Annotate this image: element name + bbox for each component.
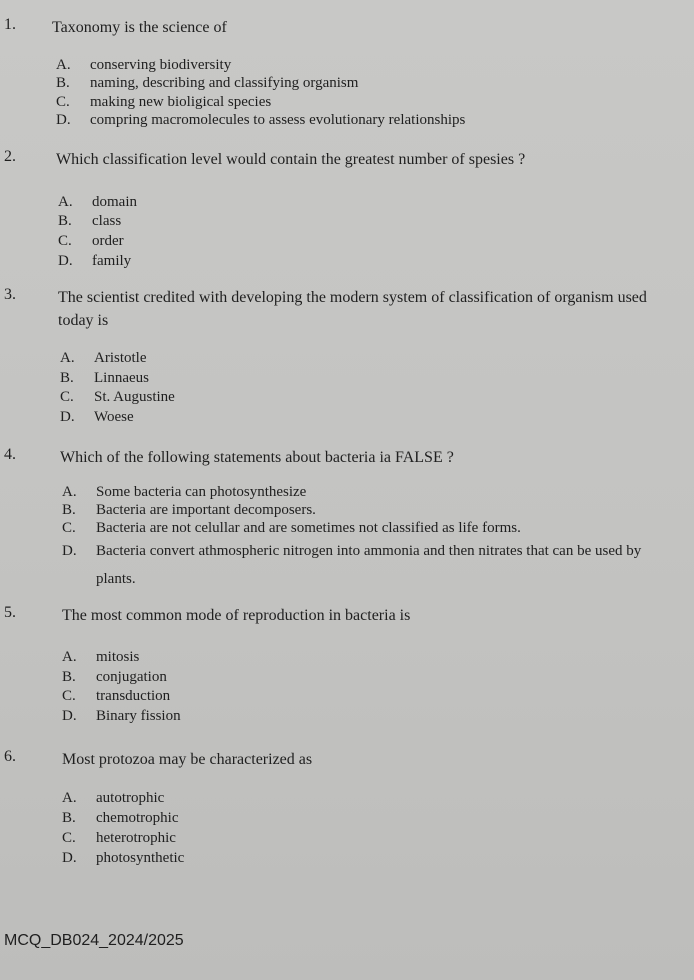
- option-d[interactable]: [58, 252, 131, 270]
- option-b[interactable]: [62, 668, 167, 686]
- option-text: order: [92, 233, 124, 249]
- option-letter: A.: [62, 484, 77, 500]
- option-text: heterotrophic: [96, 830, 176, 846]
- option-d[interactable]: [62, 707, 181, 725]
- option-letter: D.: [62, 708, 77, 724]
- option-text: photosynthetic: [96, 850, 185, 866]
- option-letter: C.: [56, 94, 70, 110]
- option-c[interactable]: [60, 388, 175, 406]
- option-letter: D.: [62, 543, 77, 559]
- option-text: Some bacteria can photosynthesize: [96, 484, 307, 500]
- option-d[interactable]: [56, 111, 465, 129]
- option-letter: C.: [62, 520, 76, 536]
- option-text: chemotrophic: [96, 810, 179, 826]
- option-text: Aristotle: [94, 350, 147, 366]
- option-a[interactable]: [62, 483, 306, 501]
- option-text: Binary fission: [96, 708, 181, 724]
- option-b[interactable]: [56, 74, 358, 92]
- question-text: Which classification level would contain the greatest number of spesies ?: [56, 151, 526, 168]
- question-text: The scientist credited with developing the modern system of classification of organism used today is: [58, 289, 647, 329]
- option-text: class: [92, 213, 122, 229]
- question-number: 6.: [4, 748, 16, 765]
- option-c[interactable]: [56, 93, 271, 111]
- option-a[interactable]: [62, 789, 164, 807]
- option-letter: B.: [60, 370, 74, 386]
- option-text: conserving biodiversity: [90, 57, 232, 73]
- option-text: domain: [92, 194, 137, 210]
- option-text: autotrophic: [96, 790, 165, 806]
- option-text: Linnaeus: [94, 370, 149, 386]
- option-text: making new bioligical species: [90, 94, 272, 110]
- option-text: family: [92, 253, 132, 269]
- option-a[interactable]: [60, 349, 147, 367]
- option-letter: B.: [62, 669, 76, 685]
- option-c[interactable]: [58, 232, 124, 250]
- option-letter: C.: [62, 688, 76, 704]
- option-text: Bacteria convert athmospheric nitrogen into ammonia and then nitrates that can be used by plants.: [96, 543, 642, 587]
- question-number: 5.: [4, 604, 16, 621]
- option-d[interactable]: [62, 849, 184, 867]
- option-a[interactable]: [58, 193, 137, 211]
- option-letter: A.: [62, 790, 77, 806]
- option-letter: C.: [60, 389, 74, 405]
- option-letter: A.: [60, 350, 75, 366]
- option-text: St. Augustine: [94, 389, 175, 405]
- option-b[interactable]: [58, 212, 121, 230]
- option-text: Woese: [94, 409, 134, 425]
- option-letter: A.: [56, 57, 71, 73]
- option-a[interactable]: [62, 648, 139, 666]
- document-code: MCQ_DB024_2024/2025: [4, 932, 184, 949]
- question-number: 4.: [4, 446, 16, 463]
- option-letter: D.: [60, 409, 75, 425]
- option-b[interactable]: [60, 369, 149, 387]
- option-d[interactable]: [60, 408, 134, 426]
- option-letter: D.: [62, 850, 77, 866]
- option-letter: C.: [58, 233, 72, 249]
- option-text: compring macromolecules to assess evolutionary relationships: [90, 112, 466, 128]
- question-number: 3.: [4, 286, 16, 303]
- question-text: Which of the following statements about bacteria ia FALSE ?: [60, 449, 454, 466]
- option-letter: A.: [58, 194, 73, 210]
- option-text: mitosis: [96, 649, 140, 665]
- question-text: The most common mode of reproduction in bacteria is: [62, 607, 411, 624]
- option-c[interactable]: [62, 687, 170, 705]
- option-b[interactable]: [62, 809, 178, 827]
- option-letter: A.: [62, 649, 77, 665]
- option-text: transduction: [96, 688, 171, 704]
- option-letter: B.: [62, 502, 76, 518]
- option-text: conjugation: [96, 669, 167, 685]
- option-text: Bacteria are important decomposers.: [96, 502, 316, 518]
- option-letter: C.: [62, 830, 76, 846]
- option-letter: D.: [58, 253, 73, 269]
- option-letter: D.: [56, 112, 71, 128]
- option-text: naming, describing and classifying organism: [90, 75, 359, 91]
- question-text: Most protozoa may be characterized as: [62, 751, 313, 768]
- option-d[interactable]: [62, 537, 678, 593]
- question-number: 1.: [4, 16, 16, 33]
- option-b[interactable]: [62, 501, 316, 519]
- option-a[interactable]: [56, 56, 231, 74]
- option-text: Bacteria are not celullar and are sometimes not classified as life forms.: [96, 520, 521, 536]
- option-c[interactable]: [62, 829, 176, 847]
- option-letter: B.: [62, 810, 76, 826]
- option-letter: B.: [56, 75, 70, 91]
- question-number: 2.: [4, 148, 16, 165]
- option-letter: B.: [58, 213, 72, 229]
- question-text: Taxonomy is the science of: [52, 19, 227, 36]
- option-c[interactable]: [62, 519, 521, 537]
